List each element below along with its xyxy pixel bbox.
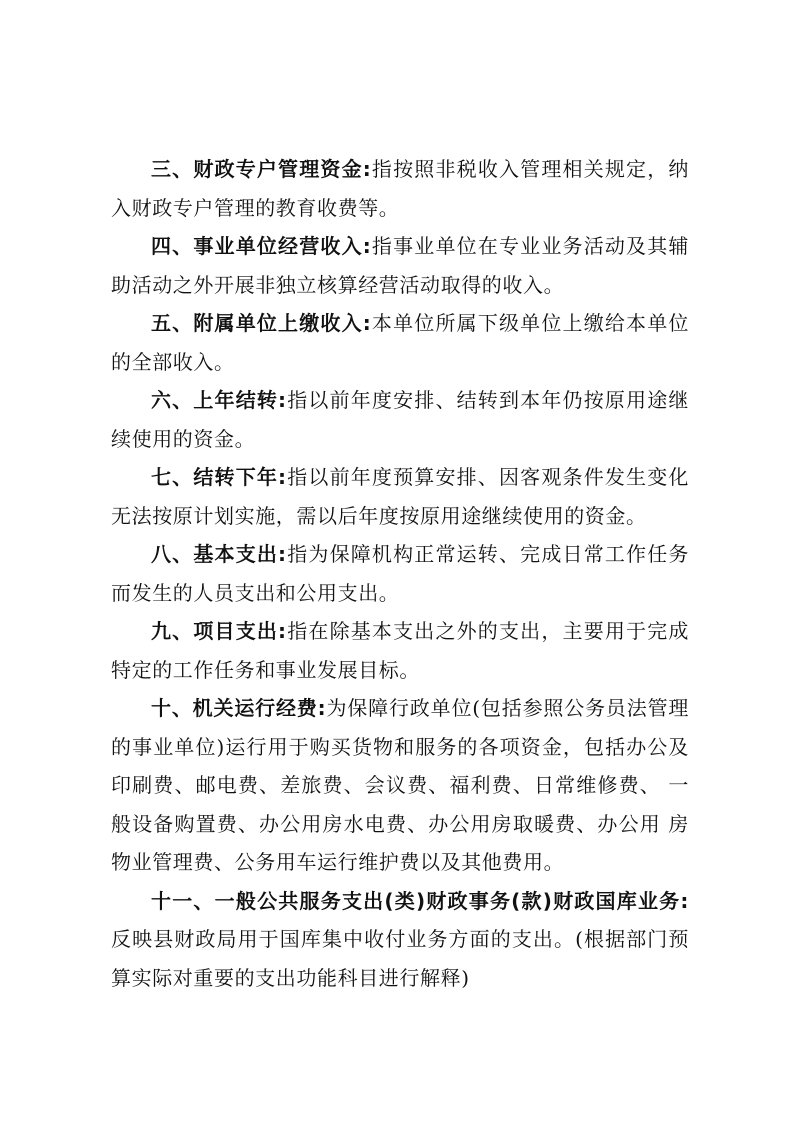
- document-body: [111, 150, 689, 997]
- term-heading: 六、上年结转:: [151, 388, 287, 412]
- paragraph-project-expenditure: [111, 612, 689, 689]
- term-heading: 九、项目支出:: [151, 619, 287, 643]
- term-heading: 八、基本支出:: [151, 542, 287, 566]
- term-heading: 四、事业单位经营收入:: [151, 234, 372, 258]
- paragraph-subordinate-unit-income: [111, 304, 689, 381]
- term-heading: 七、结转下年:: [151, 465, 287, 489]
- term-heading: 十一、一般公共服务支出(类)财政事务(款)财政国库业务:: [151, 888, 689, 913]
- term-definition: 指按照非税收入管理相关规定，纳入财政专户管理的教育收费等。: [111, 157, 689, 220]
- term-heading: 十、机关运行经费:: [151, 696, 327, 720]
- paragraph-operating-income: [111, 227, 689, 304]
- term-heading: 五、附属单位上缴收入:: [151, 311, 372, 335]
- term-definition: 为保障行政单位(包括参照公务员法管理的事业单位)运行用于购买货物和服务的各项资金，包括办公及印刷费、邮电费、差旅费、会议费、福利费、日常维修费、 一般设备购置费、办公用房水电费、办公用房取暖费、办公用 房物业管理费、公务用车运行维护费以及其他费用。: [111, 696, 689, 874]
- term-definition: 反映县财政局用于国库集中收付业务方面的支出。(根据部门预算实际对重要的支出功能科目进行解释): [111, 927, 689, 990]
- paragraph-agency-operating-funds: [111, 689, 689, 882]
- term-definition: 指以前年度预算安排、因客观条件发生变化无法按原计划实施，需以后年度按原用途继续使用的资金。: [111, 465, 689, 528]
- term-definition: 本单位所属下级单位上缴给本单位的全部收入。: [111, 311, 689, 374]
- paragraph-basic-expenditure: [111, 535, 689, 612]
- paragraph-treasury-affairs-expenditure: [111, 882, 689, 998]
- paragraph-next-year-carryover: [111, 458, 689, 535]
- paragraph-fiscal-special-account-funds: [111, 150, 689, 227]
- paragraph-prior-year-carryover: [111, 381, 689, 458]
- term-definition: 指为保障机构正常运转、完成日常工作任务而发生的人员支出和公用支出。: [111, 542, 689, 605]
- term-definition: 指事业单位在专业业务活动及其辅助活动之外开展非独立核算经营活动取得的收入。: [111, 234, 689, 297]
- term-definition: 指在除基本支出之外的支出，主要用于完成特定的工作任务和事业发展目标。: [111, 619, 689, 682]
- term-heading: 三、财政专户管理资金:: [151, 157, 372, 181]
- term-definition: 指以前年度安排、结转到本年仍按原用途继续使用的资金。: [111, 388, 689, 451]
